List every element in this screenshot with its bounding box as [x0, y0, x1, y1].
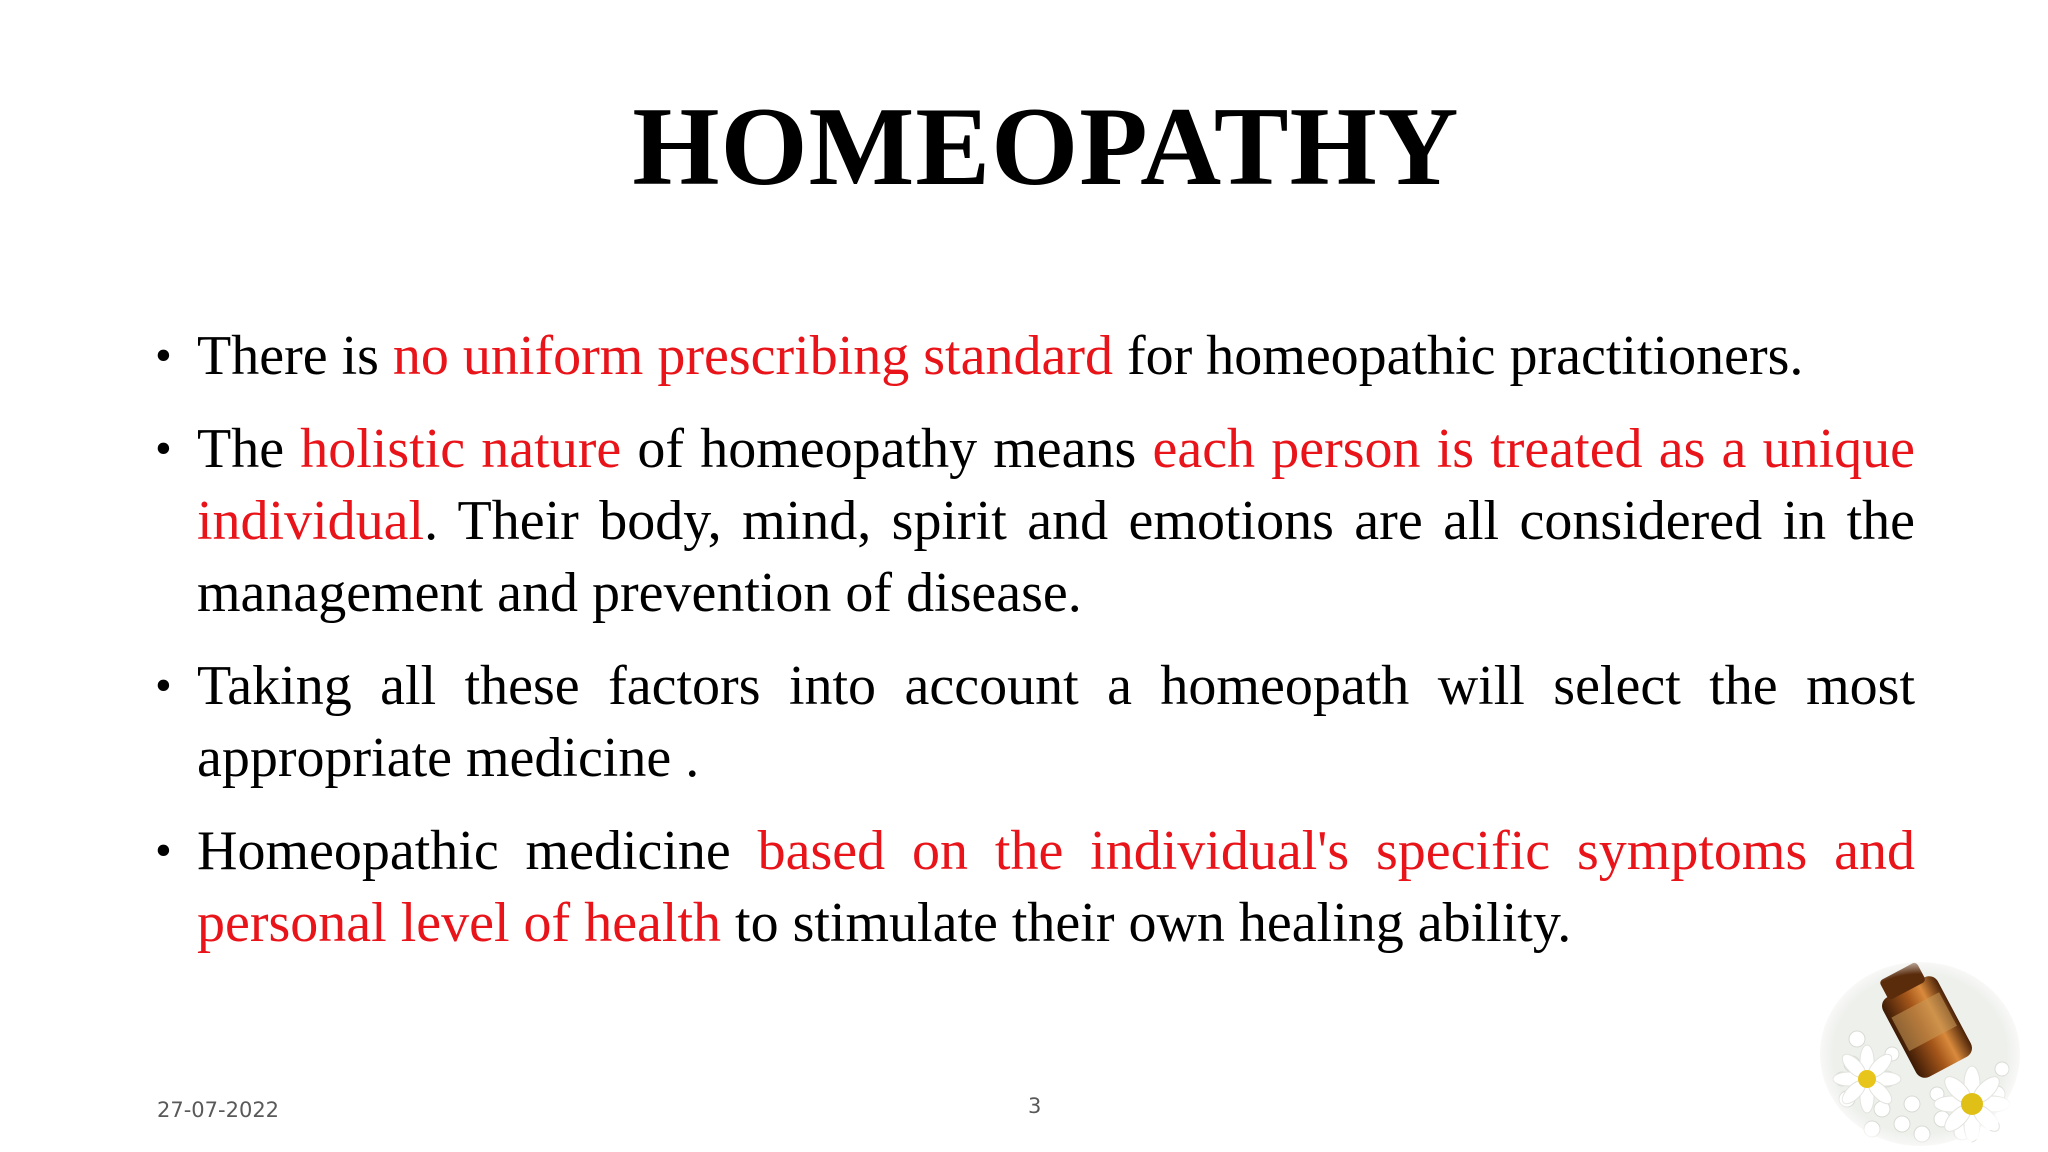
footer-date: 27-07-2022	[157, 1098, 280, 1122]
bullet-highlight: based on the individual's specific symptoms and personal level of health	[197, 820, 1915, 954]
bullet-segment: Taking all these factors into account a homeopath will select the most appropriate medicine .	[197, 655, 1915, 789]
bullet-item	[155, 815, 1915, 959]
bullet-segment: The	[197, 418, 301, 480]
bullet-item	[155, 650, 1915, 794]
bullet-marker: •	[155, 824, 172, 877]
bullet-highlight: no uniform prescribing standard	[392, 325, 1113, 387]
homeopathy-pills-bottle-daisy-icon	[1812, 944, 2028, 1152]
bullet-item	[155, 320, 1915, 392]
bullet-list	[155, 320, 1915, 980]
bullet-marker: •	[155, 422, 172, 475]
bullet-segment: There is	[197, 325, 393, 387]
slide-title: HOMEOPATHY	[632, 85, 1460, 209]
bullet-marker: •	[155, 329, 172, 382]
page-number: 3	[1028, 1094, 1042, 1118]
bullet-segment: for homeopathic practitioners.	[1112, 325, 1804, 387]
bullet-segment: of homeopathy means	[621, 418, 1153, 480]
bullet-highlight: holistic nature	[300, 418, 622, 480]
bullet-item	[155, 413, 1915, 629]
bullet-segment: to stimulate their own healing ability.	[721, 892, 1572, 954]
bullet-highlight: each person is treated as a unique individual	[197, 418, 1916, 552]
bullet-marker: •	[155, 659, 172, 712]
bullet-segment: Homeopathic medicine	[197, 820, 758, 882]
bullet-segment: . Their body, mind, spirit and emotions are all considered in the management and prevention of disease.	[197, 490, 1915, 624]
